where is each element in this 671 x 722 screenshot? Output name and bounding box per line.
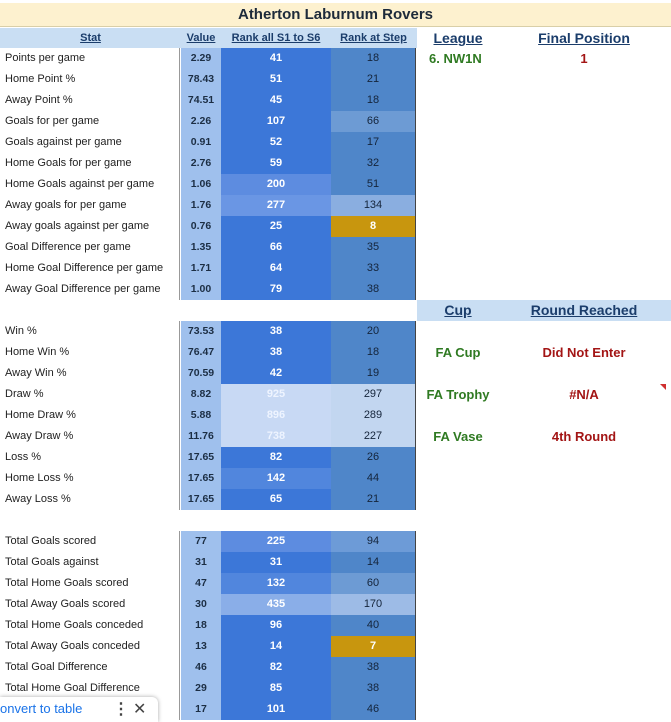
rank-all-cell[interactable]: 82 (221, 447, 331, 468)
convert-to-table-label[interactable]: onvert to table (0, 701, 83, 716)
rank-all-cell[interactable] (221, 510, 331, 531)
rank-all-cell[interactable]: 277 (221, 195, 331, 216)
rank-all-cell[interactable]: 31 (221, 552, 331, 573)
rank-all-cell[interactable]: 142 (221, 468, 331, 489)
page-title[interactable]: Atherton Laburnum Rovers (0, 3, 671, 27)
stat-label[interactable]: Home Goals against per game (0, 174, 180, 195)
rank-all-cell[interactable]: 738 (221, 426, 331, 447)
rank-all-cell[interactable]: 25 (221, 216, 331, 237)
rank-step-cell[interactable] (331, 510, 416, 531)
rank-all-cell[interactable]: 101 (221, 699, 331, 720)
rank-all-cell[interactable]: 225 (221, 531, 331, 552)
league-name[interactable]: 6. NW1N (429, 51, 482, 66)
stat-value[interactable]: 17.65 (181, 468, 221, 489)
stat-label[interactable]: Total Home Goal Difference (0, 678, 180, 699)
stat-value[interactable]: 2.76 (181, 153, 221, 174)
stat-value[interactable]: 2.26 (181, 111, 221, 132)
header-rank-step[interactable]: Rank at Step (340, 32, 407, 44)
header-value[interactable]: Value (186, 32, 216, 44)
stat-value[interactable]: 11.76 (181, 426, 221, 447)
rank-step-cell[interactable]: 134 (331, 195, 416, 216)
rank-step-cell[interactable]: 21 (331, 69, 416, 90)
league-position[interactable]: 1 (580, 51, 588, 66)
stat-label[interactable]: Win % (0, 321, 180, 342)
rank-step-cell[interactable]: 8 (331, 216, 416, 237)
stat-label[interactable]: Total Home Goals scored (0, 573, 180, 594)
rank-all-cell[interactable]: 925 (221, 384, 331, 405)
stat-value[interactable]: 78.43 (181, 69, 221, 90)
stat-value[interactable]: 30 (181, 594, 221, 615)
rank-all-cell[interactable]: 85 (221, 678, 331, 699)
stat-value[interactable]: 5.88 (181, 405, 221, 426)
rank-all-cell[interactable]: 59 (221, 153, 331, 174)
stat-value[interactable]: 0.91 (181, 132, 221, 153)
cup-name-fa-vase[interactable]: FA Vase (433, 429, 483, 444)
stat-value[interactable]: 1.71 (181, 258, 221, 279)
stat-value[interactable]: 31 (181, 552, 221, 573)
stat-label[interactable]: Total Away Goals scored (0, 594, 180, 615)
stat-label[interactable]: Away Point % (0, 90, 180, 111)
stat-label[interactable]: Home Goals for per game (0, 153, 180, 174)
stat-label[interactable]: Away Win % (0, 363, 180, 384)
stat-label[interactable]: Away goals against per game (0, 216, 180, 237)
rank-all-cell[interactable]: 42 (221, 363, 331, 384)
stat-label[interactable]: Total Goal Difference (0, 657, 180, 678)
rank-step-cell[interactable]: 46 (331, 699, 416, 720)
stat-value[interactable]: 46 (181, 657, 221, 678)
rank-all-cell[interactable]: 64 (221, 258, 331, 279)
stat-value[interactable] (181, 510, 221, 531)
cup-round-fa-cup[interactable]: Did Not Enter (542, 345, 626, 360)
rank-all-cell[interactable]: 79 (221, 279, 331, 300)
stat-value[interactable]: 18 (181, 615, 221, 636)
rank-step-cell[interactable]: 14 (331, 552, 416, 573)
stat-value[interactable]: 29 (181, 678, 221, 699)
header-round-reached[interactable]: Round Reached (530, 302, 638, 318)
stat-label[interactable]: Home Win % (0, 342, 180, 363)
rank-step-cell[interactable]: 297 (331, 384, 416, 405)
header-stat[interactable]: Stat (80, 32, 101, 44)
stat-label[interactable]: Total Goals scored (0, 531, 180, 552)
rank-all-cell[interactable]: 45 (221, 90, 331, 111)
stat-label[interactable]: Home Loss % (0, 468, 180, 489)
stat-label[interactable]: Total Home Goals conceded (0, 615, 180, 636)
rank-all-cell[interactable]: 200 (221, 174, 331, 195)
rank-step-cell[interactable]: 60 (331, 573, 416, 594)
rank-step-cell[interactable]: 38 (331, 279, 416, 300)
stat-label[interactable]: Home Point % (0, 69, 180, 90)
rank-step-cell[interactable]: 94 (331, 531, 416, 552)
stat-value[interactable]: 77 (181, 531, 221, 552)
stat-value[interactable]: 70.59 (181, 363, 221, 384)
rank-all-cell[interactable]: 66 (221, 237, 331, 258)
comment-indicator-icon[interactable] (660, 384, 666, 390)
rank-all-cell[interactable]: 96 (221, 615, 331, 636)
stat-value[interactable]: 17.65 (181, 489, 221, 510)
stat-label[interactable]: Home Goal Difference per game (0, 258, 180, 279)
rank-all-cell[interactable]: 435 (221, 594, 331, 615)
rank-all-cell[interactable]: 38 (221, 321, 331, 342)
rank-all-cell[interactable]: 52 (221, 132, 331, 153)
rank-all-cell[interactable]: 132 (221, 573, 331, 594)
rank-step-cell[interactable]: 289 (331, 405, 416, 426)
stat-label[interactable]: Away Goal Difference per game (0, 279, 180, 300)
rank-step-cell[interactable]: 44 (331, 468, 416, 489)
header-cup[interactable]: Cup (444, 302, 472, 318)
cup-round-fa-vase[interactable]: 4th Round (551, 429, 617, 444)
rank-step-cell[interactable]: 35 (331, 237, 416, 258)
stat-label[interactable]: Home Draw % (0, 405, 180, 426)
rank-step-cell[interactable]: 66 (331, 111, 416, 132)
rank-step-cell[interactable] (331, 300, 416, 321)
rank-step-cell[interactable]: 18 (331, 48, 416, 69)
header-final-position[interactable]: Final Position (538, 30, 630, 46)
rank-all-cell[interactable]: 41 (221, 48, 331, 69)
stat-label[interactable]: Points per game (0, 48, 180, 69)
stat-label[interactable]: Draw % (0, 384, 180, 405)
stat-value[interactable]: 73.53 (181, 321, 221, 342)
stat-value[interactable]: 76.47 (181, 342, 221, 363)
rank-step-cell[interactable]: 33 (331, 258, 416, 279)
more-vert-icon[interactable]: ⋮ (113, 701, 129, 718)
stat-value[interactable]: 74.51 (181, 90, 221, 111)
rank-step-cell[interactable]: 170 (331, 594, 416, 615)
rank-all-cell[interactable]: 51 (221, 69, 331, 90)
rank-all-cell[interactable] (221, 300, 331, 321)
stat-label[interactable]: Away Loss % (0, 489, 180, 510)
stat-label[interactable] (0, 510, 180, 531)
cup-name-fa-cup[interactable]: FA Cup (435, 345, 481, 360)
rank-step-cell[interactable]: 40 (331, 615, 416, 636)
stat-label[interactable]: Away Draw % (0, 426, 180, 447)
header-league[interactable]: League (433, 30, 483, 46)
rank-step-cell[interactable]: 19 (331, 363, 416, 384)
close-icon[interactable]: ✕ (133, 701, 147, 718)
rank-all-cell[interactable]: 38 (221, 342, 331, 363)
stat-label[interactable]: Loss % (0, 447, 180, 468)
stat-label[interactable] (0, 300, 180, 321)
rank-step-cell[interactable]: 38 (331, 657, 416, 678)
cup-round-fa-trophy[interactable]: #N/A (569, 387, 599, 402)
header-rank-all[interactable]: Rank all S1 to S6 (231, 32, 321, 44)
stat-value[interactable]: 1.06 (181, 174, 221, 195)
stat-value[interactable]: 1.00 (181, 279, 221, 300)
rank-step-cell[interactable]: 227 (331, 426, 416, 447)
stat-value[interactable]: 0.76 (181, 216, 221, 237)
stat-value[interactable]: 2.29 (181, 48, 221, 69)
stat-value[interactable] (181, 300, 221, 321)
stat-value[interactable]: 1.76 (181, 195, 221, 216)
stat-value[interactable]: 17.65 (181, 447, 221, 468)
rank-step-cell[interactable]: 17 (331, 132, 416, 153)
stat-label[interactable]: Away goals for per game (0, 195, 180, 216)
cup-name-fa-trophy[interactable]: FA Trophy (426, 387, 490, 402)
rank-all-cell[interactable]: 82 (221, 657, 331, 678)
rank-all-cell[interactable]: 896 (221, 405, 331, 426)
stat-value[interactable]: 8.82 (181, 384, 221, 405)
stat-label[interactable]: Goals for per game (0, 111, 180, 132)
rank-step-cell[interactable]: 26 (331, 447, 416, 468)
stat-label[interactable]: Goal Difference per game (0, 237, 180, 258)
rank-all-cell[interactable]: 65 (221, 489, 331, 510)
stat-value[interactable]: 17 (181, 699, 221, 720)
rank-step-cell[interactable]: 38 (331, 678, 416, 699)
stat-label[interactable]: Total Goals against (0, 552, 180, 573)
rank-all-cell[interactable]: 107 (221, 111, 331, 132)
rank-step-cell[interactable]: 21 (331, 489, 416, 510)
rank-all-cell[interactable]: 14 (221, 636, 331, 657)
rank-step-cell[interactable]: 51 (331, 174, 416, 195)
rank-step-cell[interactable]: 7 (331, 636, 416, 657)
rank-step-cell[interactable]: 18 (331, 90, 416, 111)
stat-value[interactable]: 1.35 (181, 237, 221, 258)
stat-label[interactable]: Goals against per game (0, 132, 180, 153)
rank-step-cell[interactable]: 20 (331, 321, 416, 342)
rank-step-cell[interactable]: 18 (331, 342, 416, 363)
stat-value[interactable]: 13 (181, 636, 221, 657)
stat-label[interactable]: Total Away Goals conceded (0, 636, 180, 657)
convert-to-table-chip[interactable] (0, 697, 158, 722)
rank-step-cell[interactable]: 32 (331, 153, 416, 174)
stat-value[interactable]: 47 (181, 573, 221, 594)
